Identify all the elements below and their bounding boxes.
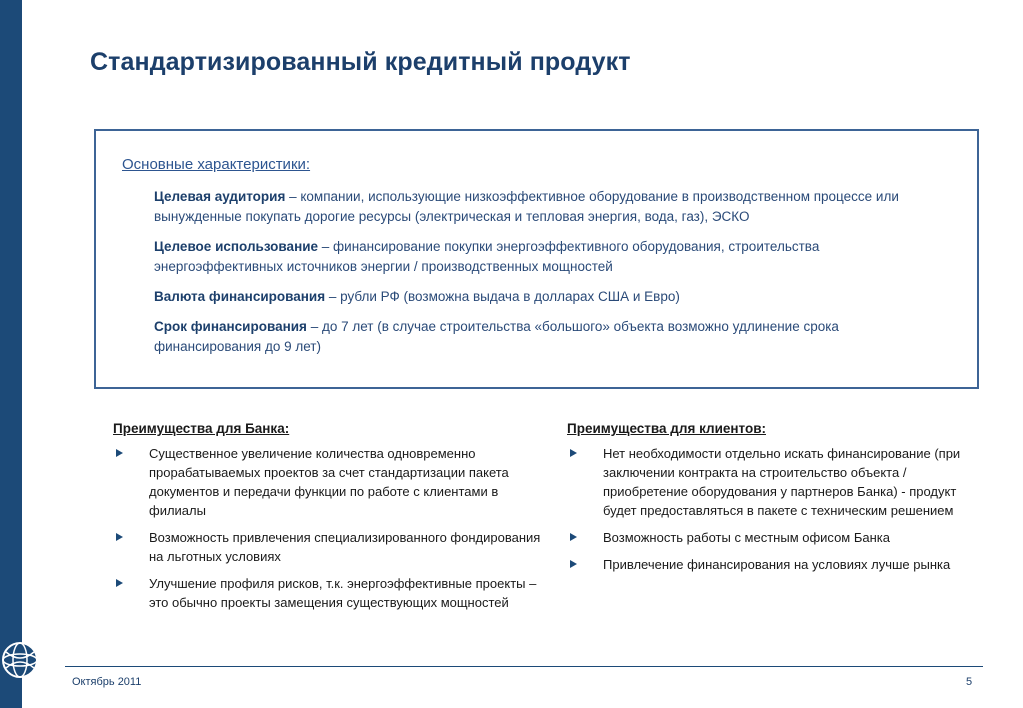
triangle-bullet-icon (570, 449, 577, 457)
characteristics-list (154, 187, 944, 367)
triangle-bullet-icon (570, 533, 577, 541)
client-benefits-list (567, 444, 977, 574)
list-item (113, 528, 543, 566)
characteristic-text: – финансирование покупки энергоэффективного оборудования, строительства энергоэффективных источников энергии / производственных мощностей (154, 239, 820, 274)
footer-date: Октябрь 2011 (72, 676, 142, 688)
bank-benefits-heading: Преимущества для Банка: (113, 421, 290, 436)
page-title: Стандартизированный кредитный продукт (90, 48, 631, 76)
bank-benefits-list (113, 444, 543, 612)
list-item-text: Нет необходимости отдельно искать финансирование (при заключении контракта на строительство объекта / приобретение оборудования у партнеров Банка) - продукт будет предоставляться в пакете с техническим решением (603, 446, 961, 518)
list-item-text: Возможность работы с местным офисом Банка (603, 530, 891, 545)
characteristic-term: Целевое использование (154, 239, 319, 254)
left-accent-bar (0, 0, 22, 708)
characteristic-currency (154, 287, 944, 307)
list-item-text: Существенное увеличение количества одновременно прорабатываемых проектов за счет стандартизации пакета документов и передачи функции по работе с клиентами в филиалы (149, 446, 509, 518)
list-item (567, 444, 977, 520)
list-item (567, 555, 977, 574)
characteristics-heading: Основные характеристики: (122, 156, 311, 173)
characteristic-text: – до 7 лет (в случае строительства «большого» объекта возможно удлинение срока финансирования до 9 лет) (154, 319, 839, 354)
list-item (567, 528, 977, 547)
characteristic-term: Срок финансирования (154, 319, 307, 334)
characteristics-box (94, 129, 979, 389)
triangle-bullet-icon (116, 449, 123, 457)
characteristic-text: – компании, использующие низкоэффективное оборудование в производственном процессе или вынужденные покупать дорогие ресурсы (электрическая и тепловая энергия, вода, газ), ЭСКО (154, 189, 899, 224)
characteristic-text: – рубли РФ (возможна выдача в долларах США и Евро) (325, 289, 680, 304)
characteristic-target-audience (154, 187, 944, 227)
list-item-text: Возможность привлечения специализированного фондирования на льготных условиях (149, 530, 541, 564)
characteristic-term-length (154, 317, 944, 357)
globe-logo-icon (0, 638, 40, 682)
bank-benefits-column (113, 421, 543, 620)
triangle-bullet-icon (116, 579, 123, 587)
footer-divider (65, 666, 983, 667)
list-item-text: Улучшение профиля рисков, т.к. энергоэффективные проекты – это обычно проекты замещения существующих мощностей (149, 576, 537, 610)
client-benefits-heading: Преимущества для клиентов: (567, 421, 766, 436)
list-item (113, 444, 543, 520)
list-item-text: Привлечение финансирования на условиях лучше рынка (603, 557, 951, 572)
characteristic-target-use (154, 237, 944, 277)
triangle-bullet-icon (116, 533, 123, 541)
client-benefits-column (567, 421, 977, 582)
page-number: 5 (966, 676, 973, 688)
characteristic-term: Валюта финансирования (154, 289, 326, 304)
list-item (113, 574, 543, 612)
triangle-bullet-icon (570, 560, 577, 568)
characteristic-term: Целевая аудитория (154, 189, 286, 204)
